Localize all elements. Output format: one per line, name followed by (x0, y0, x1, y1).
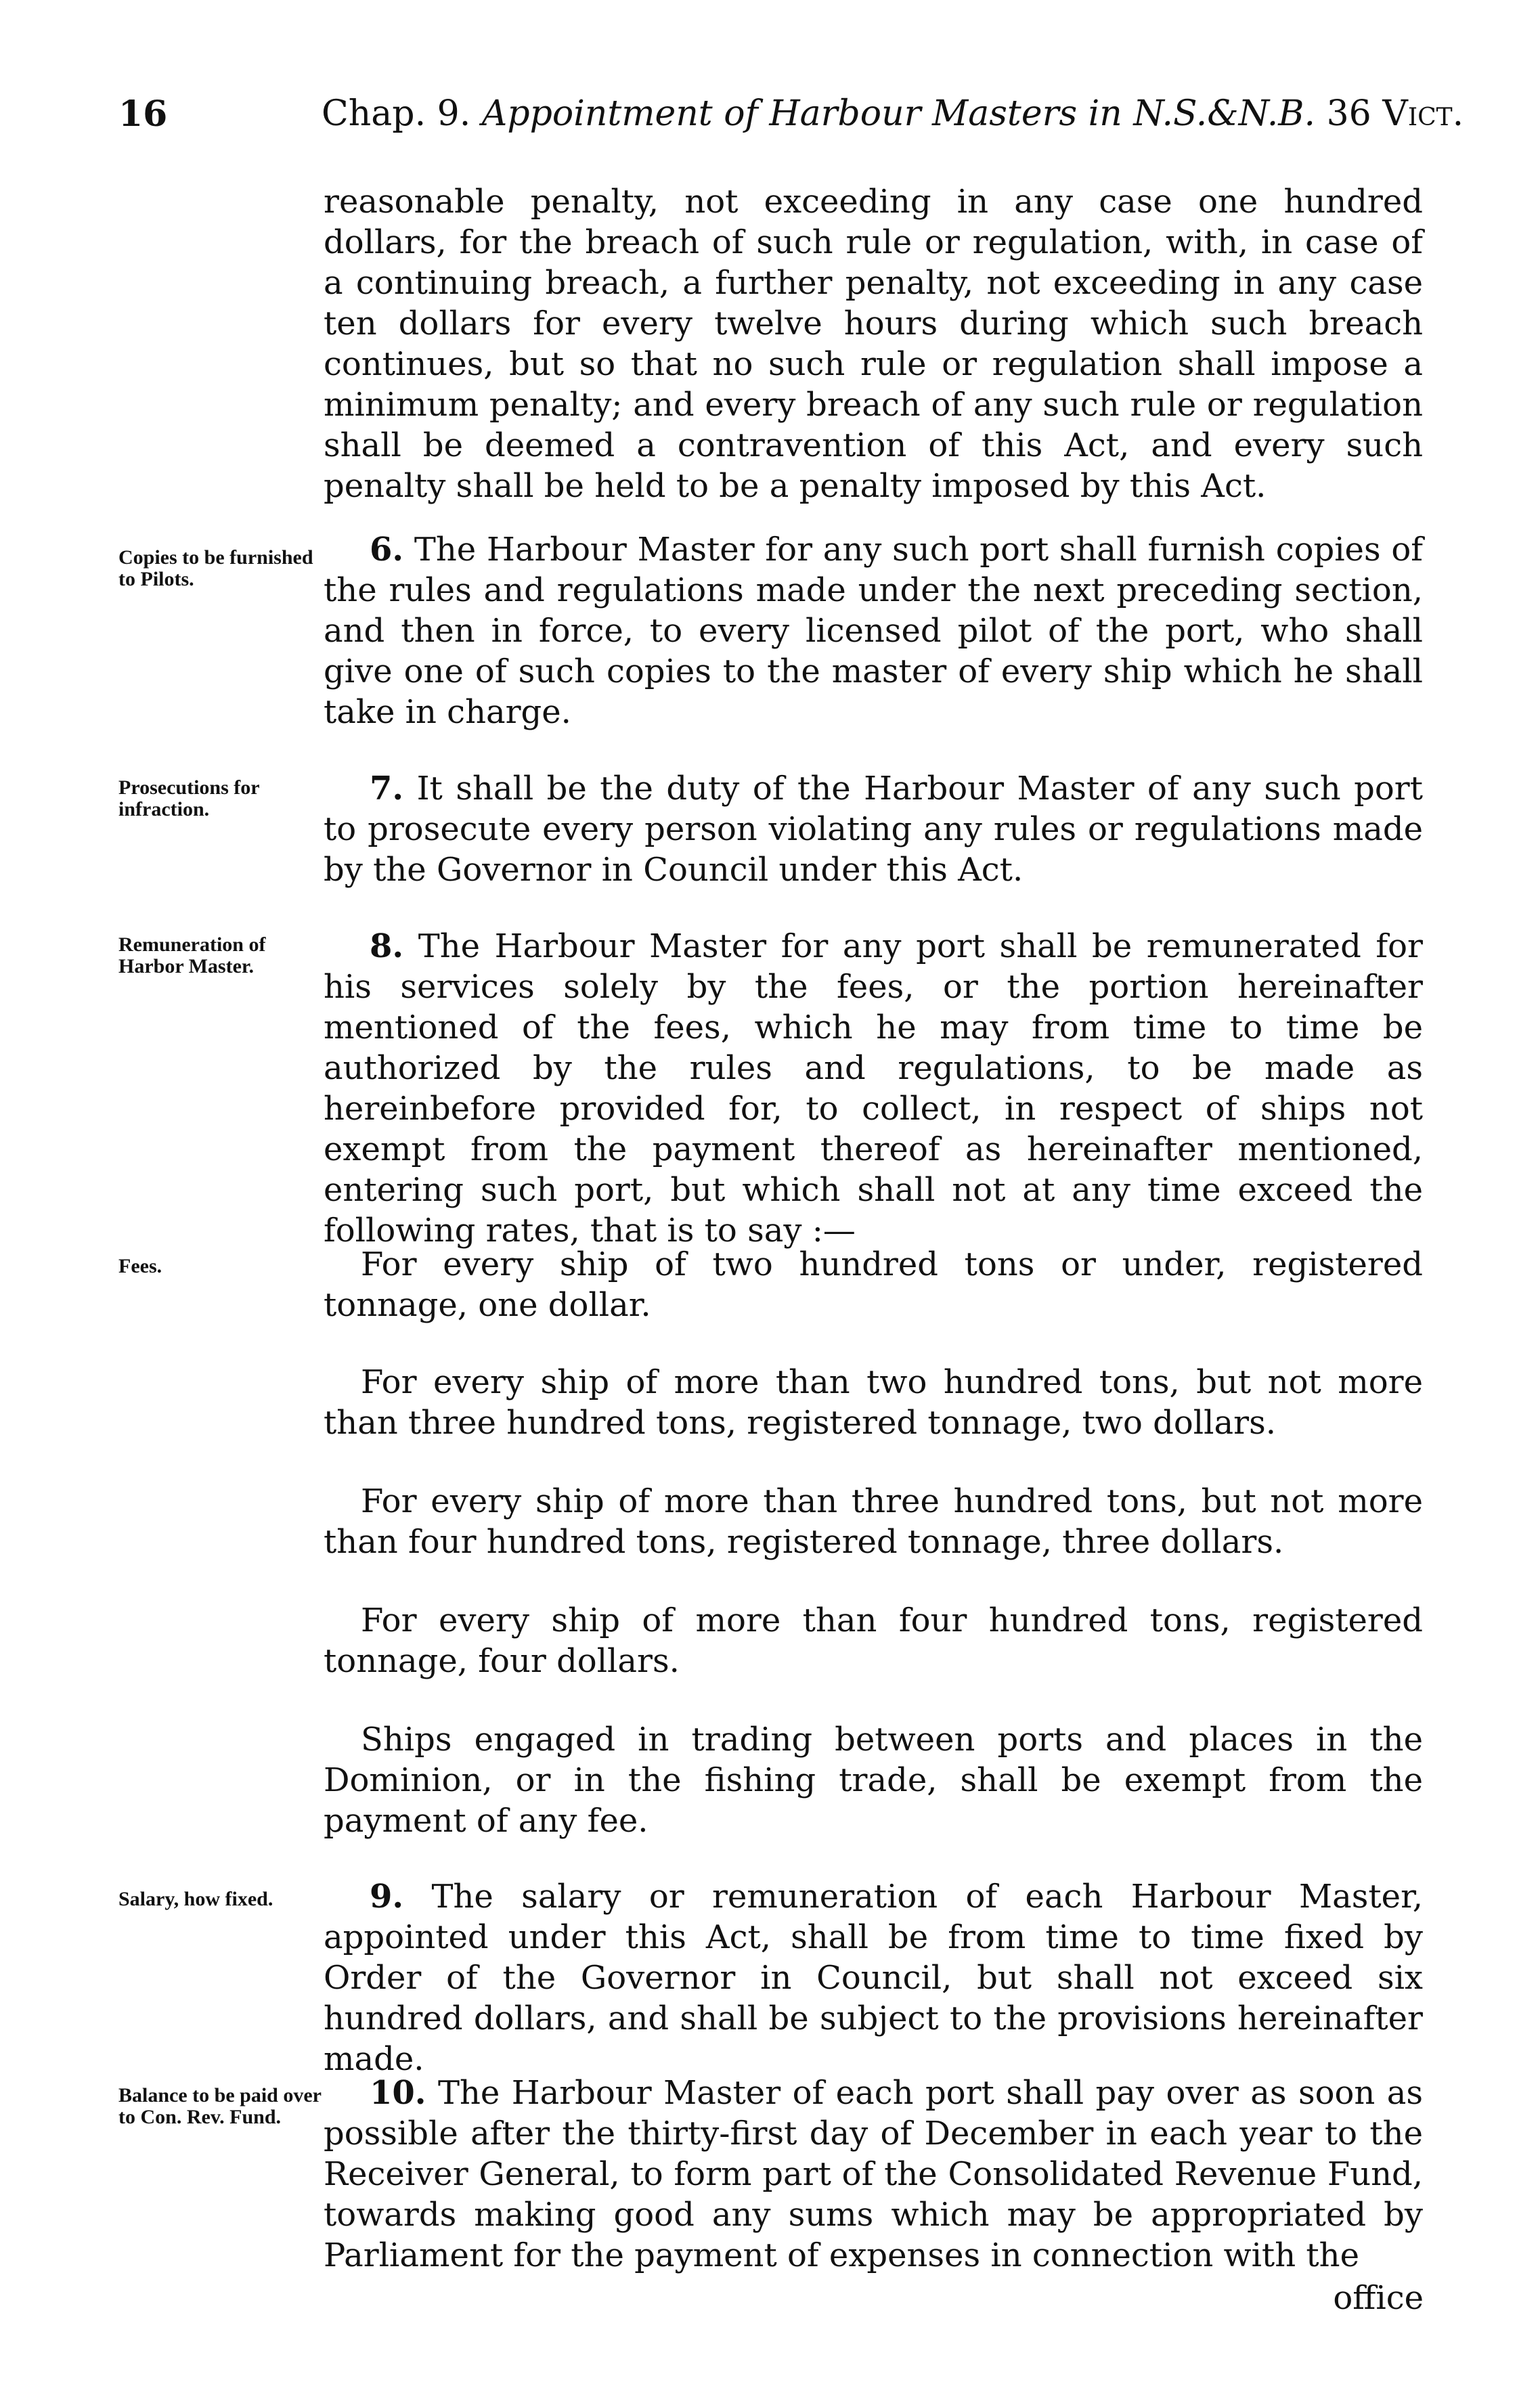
section-number: 6. (370, 531, 404, 569)
section-number: 8. (370, 927, 404, 965)
section-number: 10. (370, 2074, 426, 2112)
running-head (322, 93, 1464, 134)
section-number: 9. (370, 1878, 404, 1916)
section-text: It shall be the duty of the Harbour Master of any such port to prosecute every person violating any rules or regulations made by the Governor in Council under this Act. (324, 770, 1423, 889)
section-paragraph (324, 768, 1423, 890)
section-text: The salary or remuneration of each Harbour Master, appointed under this Act, shall be from time to time fixed by Order of the Governor in Council, but shall not exceed six hundred dollars, and shall be subject to the provisions hereinafter made. (324, 1878, 1424, 2078)
margin-note: Prosecutions for infraction. (118, 776, 260, 820)
fee-item: For every ship of two hundred tons or under, registered tonnage, one dollar. (324, 1245, 1423, 1324)
fee-item: For every ship of more than two hundred tons, but not more than three hundred tons, registered tonnage, two dollars. (324, 1363, 1423, 1442)
section-paragraph (324, 1876, 1423, 2079)
catchword: office (1333, 2279, 1424, 2317)
page-header (118, 93, 1464, 154)
fee-item: For every ship of more than three hundred tons, but not more than four hundred tons, registered tonnage, three dollars. (324, 1482, 1423, 1561)
margin-note: Remuneration of Harbor Master. (118, 933, 266, 977)
margin-note: Balance to be paid over to Con. Rev. Fund. (118, 2084, 322, 2128)
margin-note: Salary, how fixed. (118, 1888, 273, 1910)
section-paragraph (324, 926, 1423, 1251)
chapter-number: Chap. 9. (322, 93, 471, 134)
page-number: 16 (118, 93, 168, 135)
margin-note: Copies to be furnished to Pilots. (118, 546, 313, 590)
margin-note-fees: Fees. (118, 1255, 162, 1277)
fee-exemption: Ships engaged in trading between ports and places in the Dominion, or in the fishing trade, shall be exempt from the payment of any fee. (324, 1721, 1423, 1840)
section-paragraph (324, 529, 1423, 732)
section-paragraph (324, 2073, 1423, 2276)
fee-item: For every ship of more than four hundred tons, registered tonnage, four dollars. (324, 1602, 1423, 1680)
section-text: The Harbour Master for any such port shall furnish copies of the rules and regulations made under the next preceding section, and then in force, to every licensed pilot of the port, who shall give one of such copies to the master of every ship which he shall take in charge. (324, 531, 1424, 731)
section-number: 7. (370, 770, 404, 808)
regnal-year: 36 Vict. (1326, 93, 1464, 134)
continuation-paragraph: reasonable penalty, not exceeding in any case one hundred dollars, for the breach of such rule or regulation, with, in case of a continuing breach, a further penalty, not exceeding in any case ten dollars for every twelve hours during which such breach continues, but so that no such rule or regulation shall impose a minimum penalty; and every breach of any such rule or regulation shall be deemed a contravention of this Act, and every such penalty shall be held to be a penalty imposed by this Act. (324, 183, 1423, 505)
section-text: The Harbour Master of each port shall pay over as soon as possible after the thirty-first day of December in each year to the Receiver General, to form part of the Consolidated Revenue Fund, towards making good any sums which may be appropriated by Parliament for the payment of expenses in connection with the (324, 2074, 1424, 2274)
section-text: The Harbour Master for any port shall be remunerated for his services solely by the fees, or the portion hereinafter mentioned of the fees, which he may from time to time be authorized by the rules and regulations, to be made as hereinbefore provided for, to collect, in respect of ships not exempt from the payment thereof as hereinafter mentioned, entering such port, but which shall not at any time exceed the following rates, that is to say :— (324, 927, 1423, 1250)
chapter-subject: Appointment of Harbour Masters in N.S.&N.B. (481, 93, 1316, 134)
